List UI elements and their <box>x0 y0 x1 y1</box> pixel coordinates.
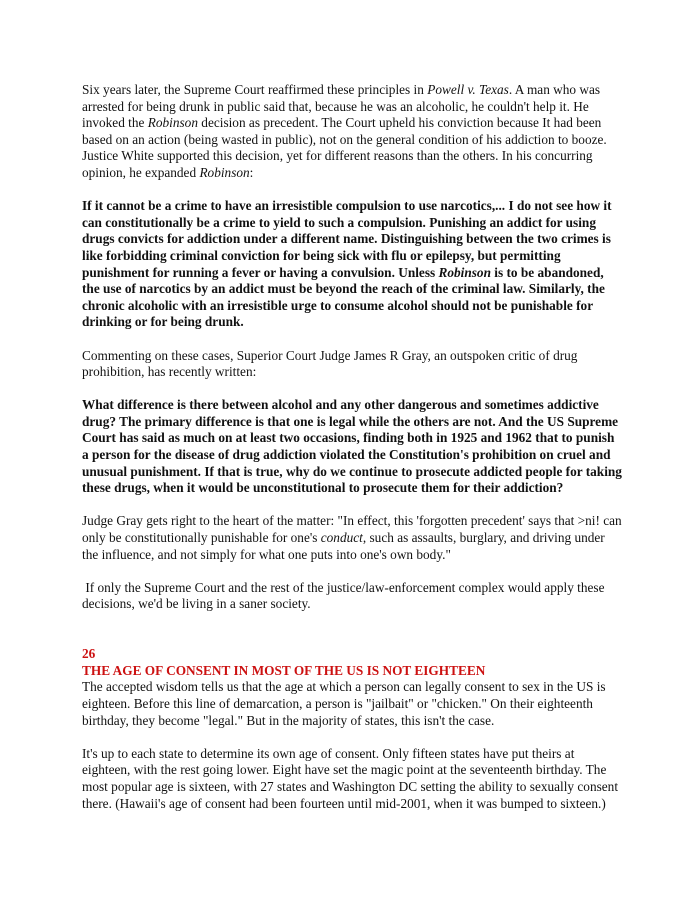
quote-justice-white: If it cannot be a crime to have an irresistible compulsion to use narcotics,... I do not see how it can constitutionally be a crime to yield to such a compulsion. Punishing an addict for using drugs convicts for addiction under a different name. Distinguishing between the two crimes is like forbidding criminal conviction for being sick with flu or epilepsy, but permitting punishment for running a fever or having a convulsion. Unless Robinson is to be abandoned, the use of narcotics by an addict must be beyond the reach of the criminal law. Similarly, the chronic alcoholic with an irresistible urge to consume alcohol should not be punishable for drinking or for being drunk. <box>82 198 612 330</box>
case-name-robinson: Robinson <box>147 115 198 131</box>
paragraph-judge-gray-intro: Commenting on these cases, Superior Court Judge James R Gray, an outspoken critic of drug prohibition, has recently written: <box>82 347 578 380</box>
case-name-powell: Powell v. Texas <box>427 82 509 97</box>
quote-judge-gray: What difference is there between alcohol and any other dangerous and sometimes addictive drug? The primary difference is that one is legal while the others are not. And the US Supreme Court has said as much on at least two occasions, finding both in 1925 and 1962 that to punish a person for the disease of drug addiction violated the Constitution's prohibition on cruel and unusual punishment. If that is true, why do we continue to prosecute addicted people for taking these drugs, when it would be unconstitutional to prosecute them for their addiction? <box>82 397 622 496</box>
paragraph-state-ages: It's up to each state to determine its own age of consent. Only fifteen states have put theirs at eighteen, with the rest going lower. Eight have set the magic point at the seventeenth birthday. The most popular age is sixteen, with 27 states and Washington DC setting the ability to sexually consent there. (Hawaii's age of consent had been fourteen until mid-2001, when it was bumped to sixteen.) <box>82 745 619 811</box>
chapter-title: THE AGE OF CONSENT IN MOST OF THE US IS NOT EIGHTEEN <box>82 662 486 678</box>
case-name-robinson: Robinson <box>438 264 491 280</box>
paragraph-conclusion: If only the Supreme Court and the rest of the justice/law-enforcement complex would apply these decisions, we'd be living in a saner society. <box>82 579 608 612</box>
case-name-robinson: Robinson <box>199 164 250 180</box>
paragraph-forgotten-precedent: Judge Gray gets right to the heart of the matter: "In effect, this 'forgotten precedent' says that >ni! can only be constitutionally punishable for one's conduct, such as assaults, burglary, and driving under the influence, and not simply for what one puts into one's own body." <box>82 513 622 562</box>
paragraph-powell-v-texas: Six years later, the Supreme Court reaffirmed these principles in Powell v. Texas. A man who was arrested for being drunk in public said that, because he was an alcoholic, he couldn't help it. He invoked the Robinson decision as precedent. The Court upheld his conviction because It had been based on an action (being wasted in public), not on the general condition of his addiction to booze. Justice White supported this decision, yet for different reasons than the others. In his concurring opinion, he expanded Robinson: <box>82 82 607 180</box>
emphasis-conduct: conduct <box>320 530 363 546</box>
document-page <box>82 82 622 829</box>
chapter-number: 26 <box>82 646 96 662</box>
paragraph-accepted-wisdom: The accepted wisdom tells us that the age at which a person can legally consent to sex in the US is eighteen. Before this line of demarcation, a person is "jailbait" or "chicken." On their eighteenth birthday, they become "legal." But in the majority of states, this isn't the case. <box>82 679 606 728</box>
section-spacer <box>82 630 622 647</box>
